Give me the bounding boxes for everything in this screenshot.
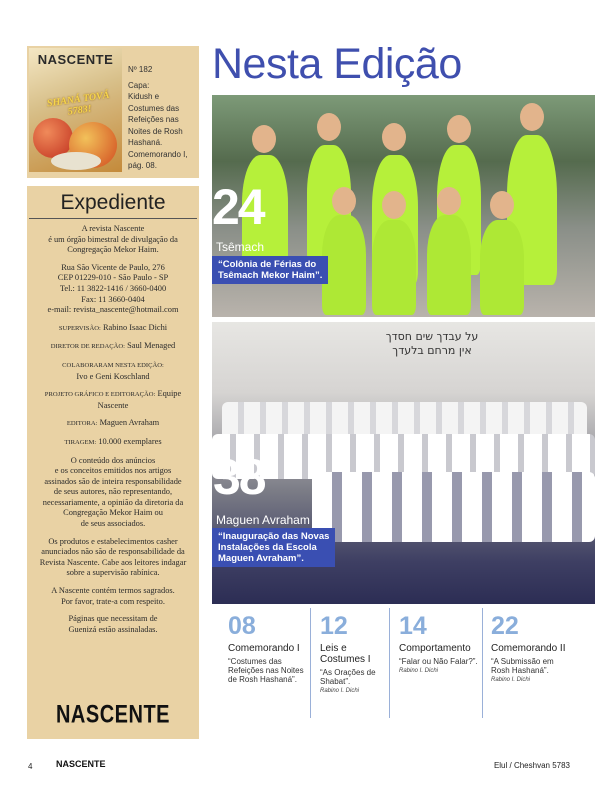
toc-author: Rabino I. Dichi xyxy=(399,668,439,674)
issue-date: Elul / Cheshvan 5783 xyxy=(493,761,570,770)
projeto-line xyxy=(31,389,195,411)
address-block xyxy=(31,263,195,316)
sagrados-line: A Nascente contém termos sagrados. xyxy=(51,586,175,596)
colab-value: Ivo e Geni Koschland xyxy=(76,371,150,381)
description-line: “Inauguração das Novas xyxy=(218,531,330,542)
supervisao-line xyxy=(31,323,195,335)
banner-line: על עבדך שים חסדך xyxy=(385,330,479,343)
child-figure xyxy=(372,220,416,315)
banner-line: אין מרחם בלעדך xyxy=(392,344,472,357)
toc-page-number: 08 xyxy=(228,612,256,640)
email-line[interactable]: e-mail: revista_nascente@hotmail.com xyxy=(47,305,179,315)
guenizá-block xyxy=(31,614,195,635)
child-head xyxy=(382,191,406,219)
child-head xyxy=(490,191,514,219)
toc-section: Comemorando I xyxy=(228,643,300,654)
disclaimer-line: Congregação Mekor Haim ou xyxy=(63,508,163,518)
expediente-body xyxy=(31,224,195,642)
guenizá-line: Páginas que necessitam de xyxy=(68,614,158,624)
divider xyxy=(29,218,197,219)
child-figure xyxy=(427,215,471,315)
sagrados-block xyxy=(31,586,195,607)
divider xyxy=(389,608,390,718)
projeto-value: Equipe Nascente xyxy=(97,389,182,410)
description-line: “Colônia de Férias do xyxy=(218,259,317,270)
feature-description[interactable] xyxy=(212,256,328,284)
casher-line: anunciados não são de responsabilidade da xyxy=(41,547,185,557)
casher-line: Os produtos e estabelecimentos casher xyxy=(48,536,178,546)
toc-page-number: 14 xyxy=(399,612,427,640)
disclaimer-block xyxy=(31,456,195,530)
toc-description: “Falar ou Não Falar?”. xyxy=(399,657,478,666)
divider xyxy=(482,608,483,718)
divider xyxy=(310,608,311,718)
toc-item[interactable] xyxy=(399,612,479,716)
fax-line: Fax: 11 3660-0404 xyxy=(81,294,145,304)
toc-page-number: 12 xyxy=(320,612,348,640)
feature-number: 38 xyxy=(213,449,265,505)
diretor-value: Saul Menaged xyxy=(127,341,176,351)
description-line: Maguen Avraham”. xyxy=(218,553,304,564)
child-head xyxy=(447,115,471,143)
casher-line: sobre a supervisão rabínica. xyxy=(66,568,160,578)
child-head xyxy=(382,123,406,151)
child-head xyxy=(252,125,276,153)
toc-author: Rabino I. Dichi xyxy=(320,688,360,694)
editora-label: EDITORA: xyxy=(66,420,98,428)
expediente-title: Expediente xyxy=(60,191,166,214)
cover-label: Capa: xyxy=(128,80,150,90)
child-head xyxy=(437,187,461,215)
toc-author: Rabino I. Dichi xyxy=(491,677,531,683)
cover-headline: SHANÁ TOVÁ 5783! xyxy=(46,89,111,118)
toc-section: Comemorando II xyxy=(491,643,566,654)
disclaimer-line: O conteúdo dos anúncios xyxy=(70,455,156,465)
address-line: CEP 01229-010 - São Paulo - SP xyxy=(57,273,169,283)
child-head xyxy=(520,103,544,131)
feature-number: 24 xyxy=(212,179,264,235)
disclaimer-line: de seus associados. xyxy=(80,519,146,529)
supervisao-value: Rabino Isaac Dichi xyxy=(102,322,168,332)
toc-page-number: 22 xyxy=(491,612,519,640)
editora-value: Maguen Avraham xyxy=(99,418,160,428)
footer-logo: NASCENTE xyxy=(56,759,106,769)
child-figure xyxy=(322,215,366,315)
disclaimer-line: assinados são de inteira responsabilidade xyxy=(44,476,182,486)
feature-description[interactable] xyxy=(212,528,335,567)
toc-item[interactable] xyxy=(228,612,306,716)
tiragem-line xyxy=(31,437,195,449)
nascente-logo: NASCENTE xyxy=(55,701,170,729)
choir-row xyxy=(312,472,595,542)
page-number: 4 xyxy=(28,762,33,771)
toc-section: Leis e Costumes I xyxy=(320,643,371,665)
tiragem-value: 10.000 exemplares xyxy=(98,436,162,446)
cover-info xyxy=(128,64,196,172)
child-figure xyxy=(480,220,524,315)
cover-image xyxy=(29,48,122,172)
cover-magazine-name: NASCENTE xyxy=(37,52,114,67)
child-head xyxy=(332,187,356,215)
projeto-label: PROJETO GRÁFICO E EDITORAÇÃO: xyxy=(44,391,156,399)
diretor-label: DIRETOR DE REDAÇÃO: xyxy=(50,343,125,351)
intro-line: Congregação Mekor Haim. xyxy=(67,245,159,255)
issue-number: Nº 182 xyxy=(128,65,153,74)
feature-section: Tsêmach xyxy=(216,240,265,254)
diretor-line xyxy=(31,341,195,353)
intro-block xyxy=(31,224,195,256)
honey-dish-shape xyxy=(51,152,101,170)
toc-item[interactable] xyxy=(491,612,571,716)
disclaimer-line: e os conceitos emitidos nos artigos xyxy=(54,466,172,476)
casher-block xyxy=(31,537,195,579)
description-line: Instalações da Escola xyxy=(218,542,317,553)
guenizá-line: Guenizá estão assinaladas. xyxy=(68,624,158,634)
toc-description: “A Submissão em Rosh Hashaná”. xyxy=(491,657,554,675)
banner-hebrew-text xyxy=(292,330,572,358)
toc-description: “As Orações de Shabat”. xyxy=(320,668,376,686)
page-title: Nesta Edição xyxy=(212,40,462,88)
toc-item[interactable] xyxy=(320,612,382,716)
colab-line xyxy=(31,360,195,382)
description-line: Tsêmach Mekor Haim”. xyxy=(218,270,323,281)
feature-section: Maguen Avraham xyxy=(216,513,310,527)
toc-section: Comportamento xyxy=(399,643,471,654)
toc-description: “Costumes das Refeições nas Noites de Rosh Hashaná”. xyxy=(228,657,304,684)
address-line: Rua São Vicente de Paulo, 276 xyxy=(61,262,165,272)
cover-description: Kidush e Costumes das Refeições nas Noites de Rosh Hashaná. Comemorando I, pág. 08. xyxy=(128,92,188,170)
colab-label: COLABORARAM NESTA EDIÇÃO: xyxy=(62,361,164,369)
intro-line: é um órgão bimestral de divulgação da xyxy=(48,234,178,244)
phone-line: Tel.: 11 3822-1416 / 3660-0400 xyxy=(59,283,167,293)
child-head xyxy=(317,113,341,141)
casher-line: Revista Nascente. Cabe aos leitores indagar xyxy=(39,557,187,567)
editora-line xyxy=(31,418,195,430)
tiragem-label: TIRAGEM: xyxy=(64,438,97,446)
disclaimer-line: de seus autores, não representando, xyxy=(53,487,173,497)
supervisao-label: SUPERVISÃO: xyxy=(58,324,101,332)
disclaimer-line: necessariamente, a opinião da diretoria da xyxy=(42,497,184,507)
sagrados-line: Por favor, trate-a com respeito. xyxy=(61,596,165,606)
intro-line: A revista Nascente xyxy=(81,224,145,233)
